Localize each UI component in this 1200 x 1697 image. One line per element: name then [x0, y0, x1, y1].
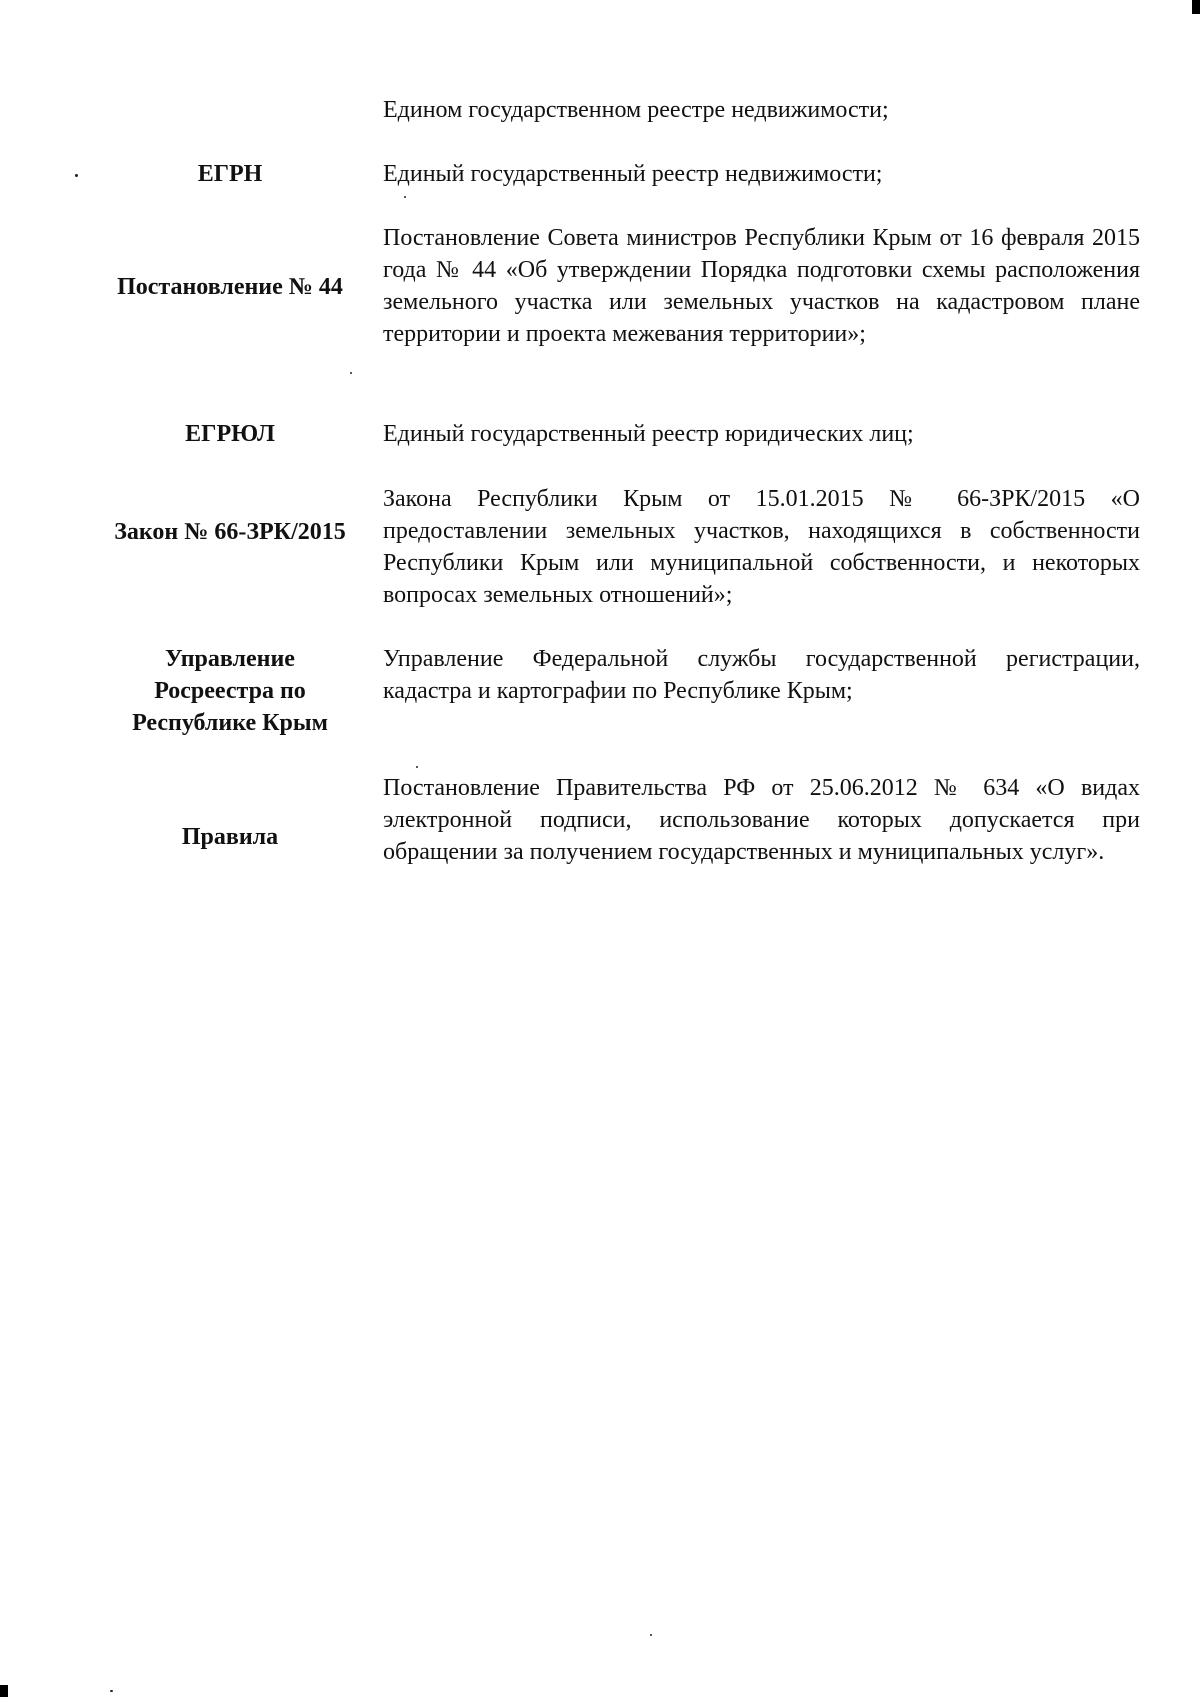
intro-line: Едином государственном реестре недвижимости;	[383, 97, 889, 123]
glossary-definition: Постановление Правительства РФ от 25.06.2012 № 634 «О видах электронной подписи, использование которых допускается при обращении за получением государственных и муниципальных услуг».	[383, 775, 1140, 865]
glossary-term: Закон № 66-ЗРК/2015	[114, 519, 346, 545]
glossary-term: Постановление № 44	[117, 274, 343, 300]
glossary-definition: Управление Федеральной службы государственной регистрации, кадастра и картографии по Республике Крым;	[383, 646, 1140, 704]
scan-speck	[416, 766, 418, 768]
glossary-definition: Единый государственный реестр недвижимости;	[383, 161, 883, 187]
scan-speck	[110, 1690, 113, 1692]
glossary-term: Правила	[181, 824, 279, 850]
glossary-term: ЕГРН	[197, 161, 263, 187]
scan-speck	[404, 196, 406, 198]
glossary-term: ЕГРЮЛ	[185, 421, 275, 447]
glossary-definition: Единый государственный реестр юридических лиц;	[383, 421, 914, 447]
glossary-definition: Постановление Совета министров Республики Крым от 16 февраля 2015 года № 44 «Об утверждении Порядка подготовки схемы расположения земельного участка или земельных участков на кадастровом плане территории и проекта межевания территории»;	[383, 225, 1140, 347]
scan-speck	[75, 174, 78, 177]
scan-speck	[350, 372, 352, 374]
scan-edge-mark	[0, 1685, 8, 1697]
glossary-definition: Закона Республики Крым от 15.01.2015 № 66-ЗРК/2015 «О предоставлении земельных участков, находящихся в собственности Республики Крым или муниципальной собственности, и некоторых вопросах земельных отношений»;	[383, 486, 1140, 608]
glossary-term: Управление Росреестра по Республике Крым	[132, 646, 328, 736]
scan-speck	[650, 1634, 652, 1636]
scan-edge-mark	[1192, 0, 1200, 14]
